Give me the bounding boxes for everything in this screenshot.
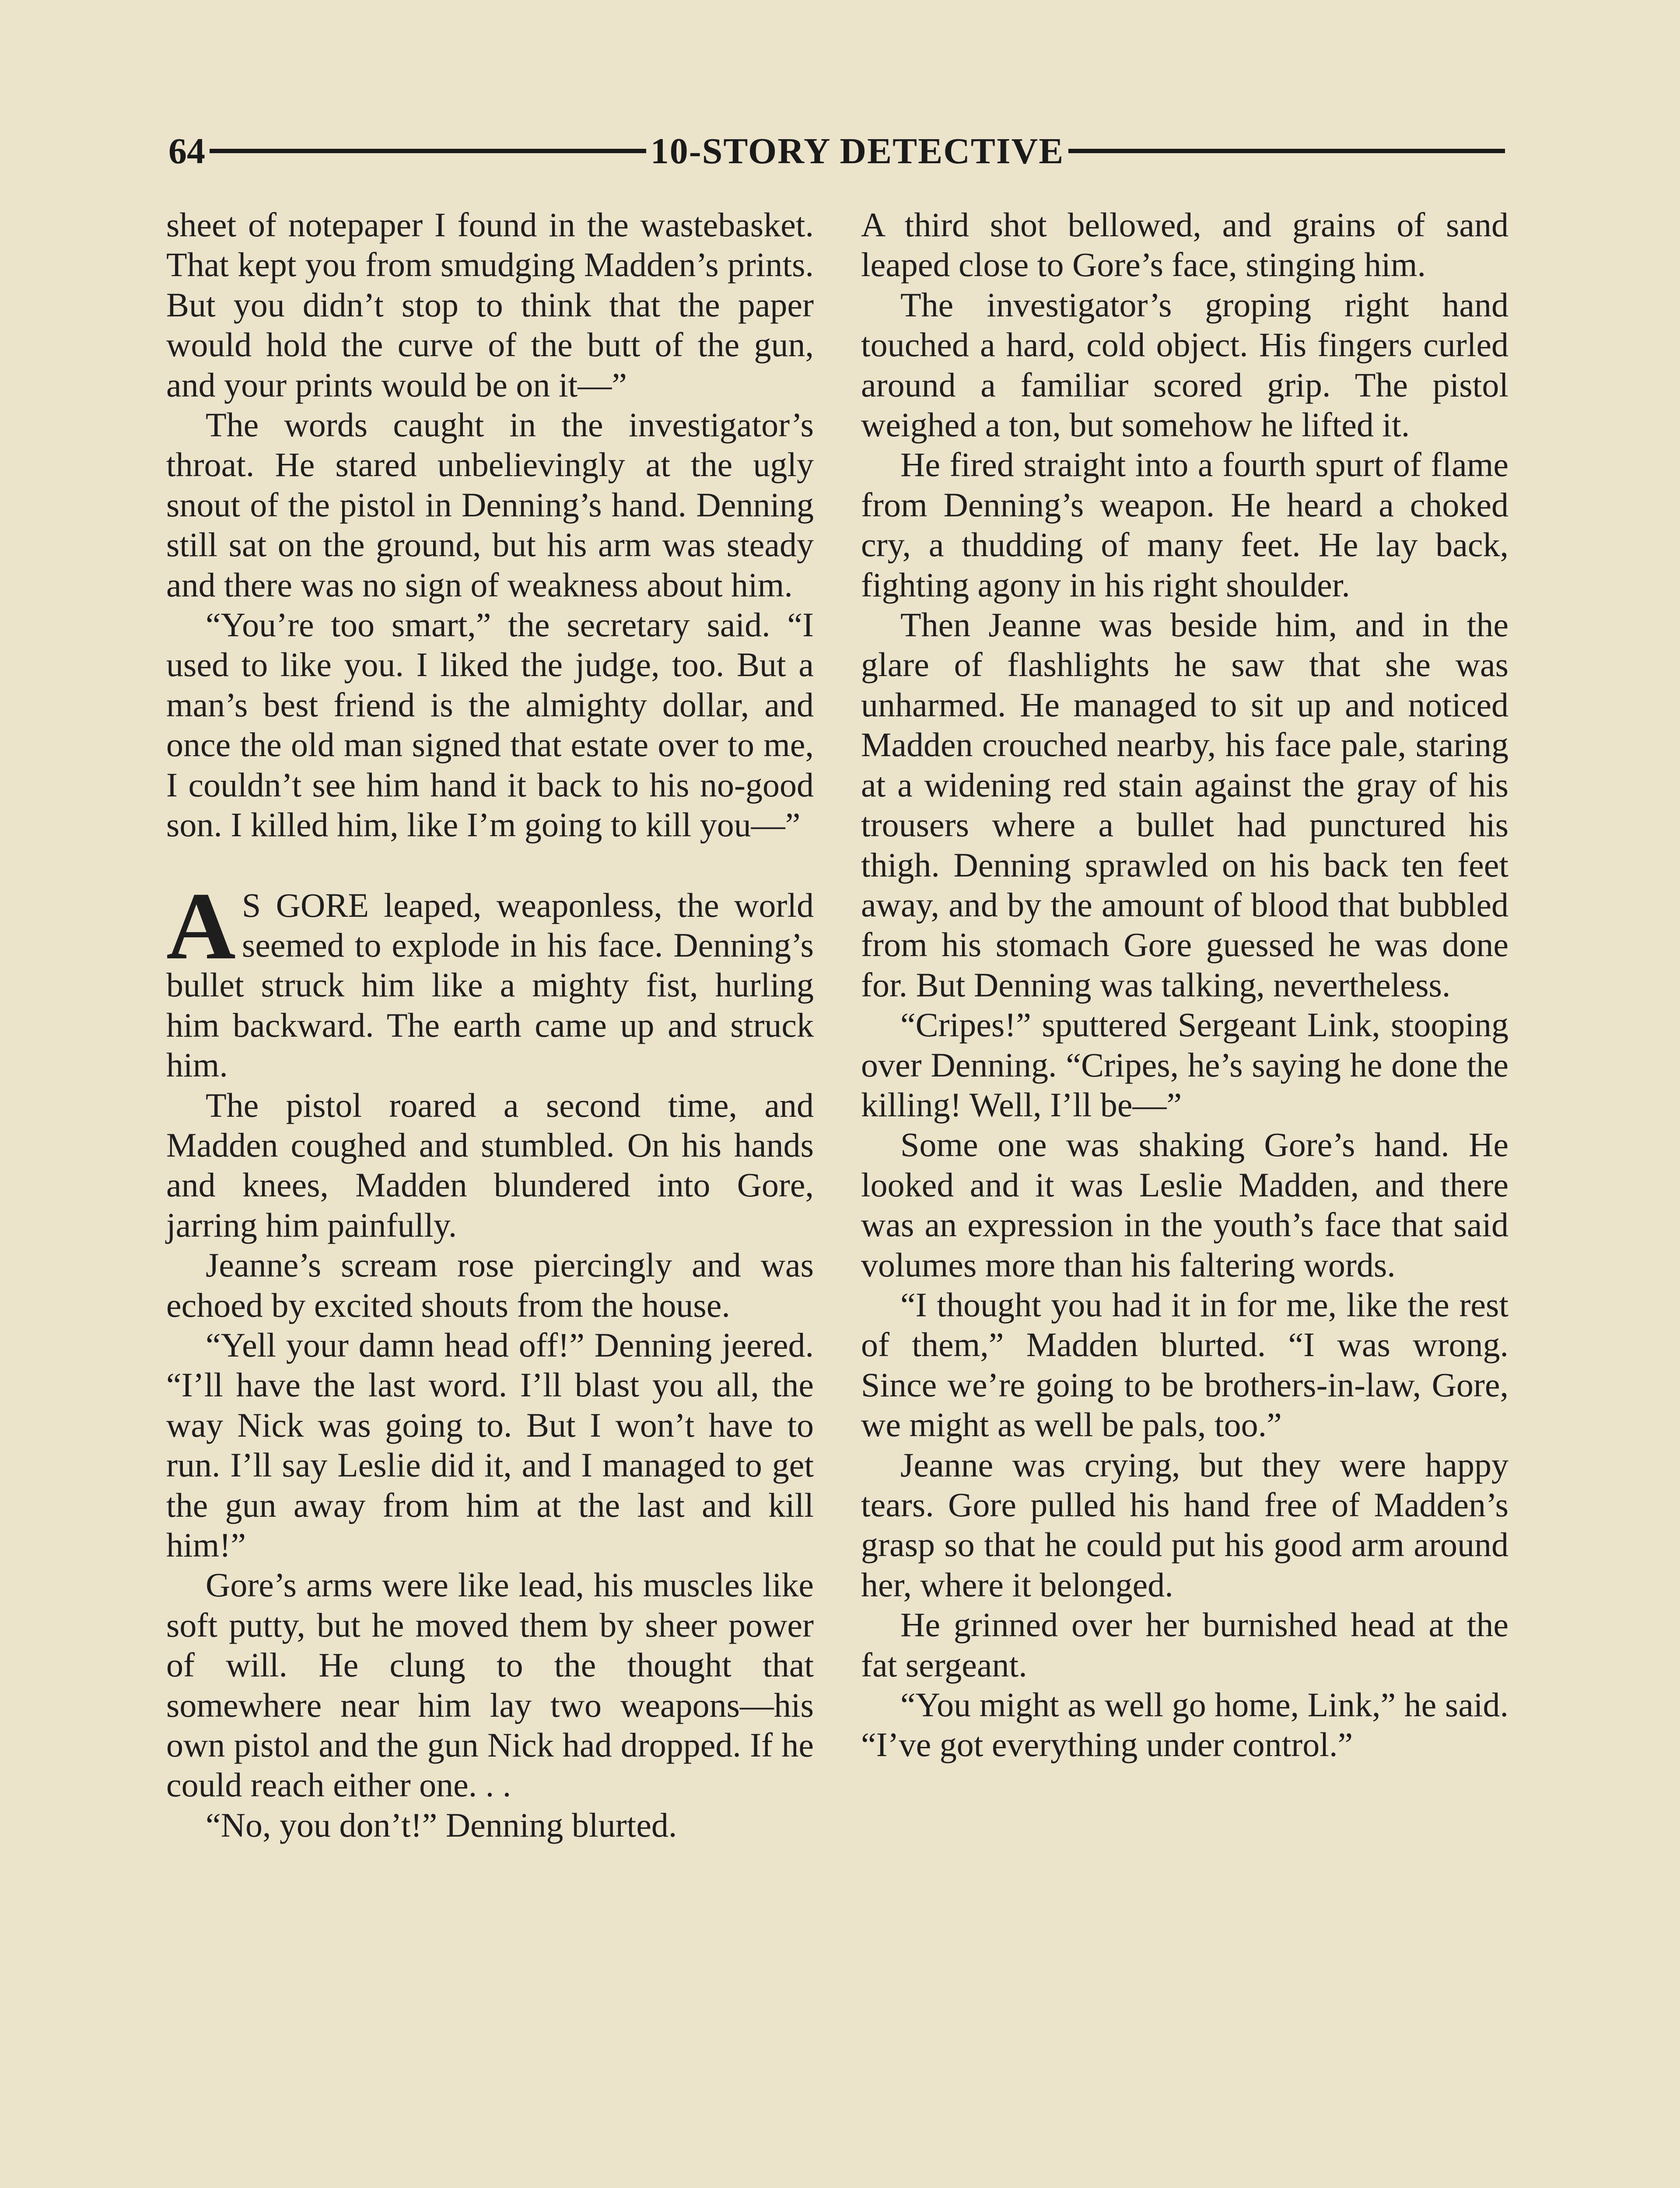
paragraph: Jeanne’s scream rose piercingly and was echoed by excited shouts from the house. — [166, 1246, 814, 1324]
paragraph: “No, you don’t!” Denning blurted. — [206, 1806, 677, 1844]
paragraph: The words caught in the investigator’s throat. He stared unbelievingly at the ugly snout of the pistol in Denning’s hand. Denning still sat on the ground, but his arm was steady and there was no sign of weakness about him. — [166, 406, 814, 604]
paragraph: Then Jeanne was beside him, and in the glare of flashlights he saw that she was unharmed. He managed to sit up and noticed Madden crouched nearby, his face pale, staring at a widening red stain against the gray of his trousers where a bullet had punctured his thigh. Denning sprawled on his back ten feet away, and by the amount of blood that bubbled from his stomach Gore guessed he was done for. But Denning was talking, nevertheless. — [861, 606, 1508, 1004]
paragraph: The pistol roared a second time, and Madden coughed and stumbled. On his hands and knees, Madden blundered into Gore, jarring him painfully. — [166, 1086, 814, 1244]
paragraph: “Yell your damn head off!” Denning jeered. “I’ll have the last word. I’ll blast you all, the way Nick was going to. But I won’t have to run. I’ll say Leslie did it, and I managed to get the gun away from him at the last and kill him!” — [166, 1325, 814, 1564]
paragraph: Some one was shaking Gore’s hand. He looked and it was Leslie Madden, and there was an expression in the youth’s face that said volumes more than his faltering words. — [861, 1126, 1508, 1284]
paragraph: The investigator’s groping right hand touched a hard, cold object. His fingers curled around a familiar scored grip. The pistol weighed a ton, but somehow he lifted it. — [861, 285, 1508, 444]
paragraph: “You’re too smart,” the secretary said. “I used to like you. I liked the judge, too. But a man’s best friend is the almighty dollar, and once the old man signed that estate over to me, I couldn’t see him hand it back to his no-good son. I killed him, like I’m going to kill you—” — [166, 606, 814, 844]
drop-cap: A — [166, 872, 236, 979]
paragraph-text: S GORE leaped, weaponless, the world seemed to explode in his face. Denning’s bullet struck him like a mighty fist, hurling him backward. The earth came up and struck him. — [166, 886, 814, 1084]
section-opening-paragraph — [166, 872, 814, 1085]
right-column — [861, 205, 1508, 1765]
page-number: 64 — [168, 130, 205, 172]
paragraph: “I thought you had it in for me, like the rest of them,” Madden blurted. “I was wrong. Since we’re going to be brothers-in-law, Gore, we might as well be pals, too.” — [861, 1285, 1508, 1444]
paragraph: He fired straight into a fourth spurt of flame from Denning’s weapon. He heard a choked cry, a thudding of many feet. He lay back, fighting agony in his right shoulder. — [861, 445, 1508, 604]
paragraph: “You might as well go home, Link,” he said. “I’ve got everything under control.” — [861, 1686, 1508, 1764]
paragraph: sheet of notepaper I found in the wastebasket. That kept you from smudging Madden’s prints. But you didn’t stop to think that the paper would hold the curve of the butt of the gun, and your prints would be on it—” — [166, 206, 814, 404]
header-rule-right — [1068, 149, 1505, 153]
paragraph: He grinned over her burnished head at the fat sergeant. — [861, 1606, 1508, 1684]
page-header — [168, 127, 1509, 175]
paragraph: Jeanne was crying, but they were happy tears. Gore pulled his hand free of Madden’s grasp so that he could put his good arm around her, where it belonged. — [861, 1445, 1508, 1604]
magazine-title: 10-STORY DETECTIVE — [650, 130, 1064, 172]
paragraph: Gore’s arms were like lead, his muscles like soft putty, but he moved them by sheer power of will. He clung to the thought that somewhere near him lay two weapons—his own pistol and the gun Nick had dropped. If he could reach either one. . . — [166, 1566, 814, 1804]
left-column — [166, 205, 814, 1845]
paragraph: A third shot bellowed, and grains of sand leaped close to Gore’s face, stinging him. — [861, 206, 1508, 284]
header-rule-left — [210, 149, 646, 153]
paragraph: “Cripes!” sputtered Sergeant Link, stooping over Denning. “Cripes, he’s saying he done the killing! Well, I’ll be—” — [861, 1006, 1508, 1124]
